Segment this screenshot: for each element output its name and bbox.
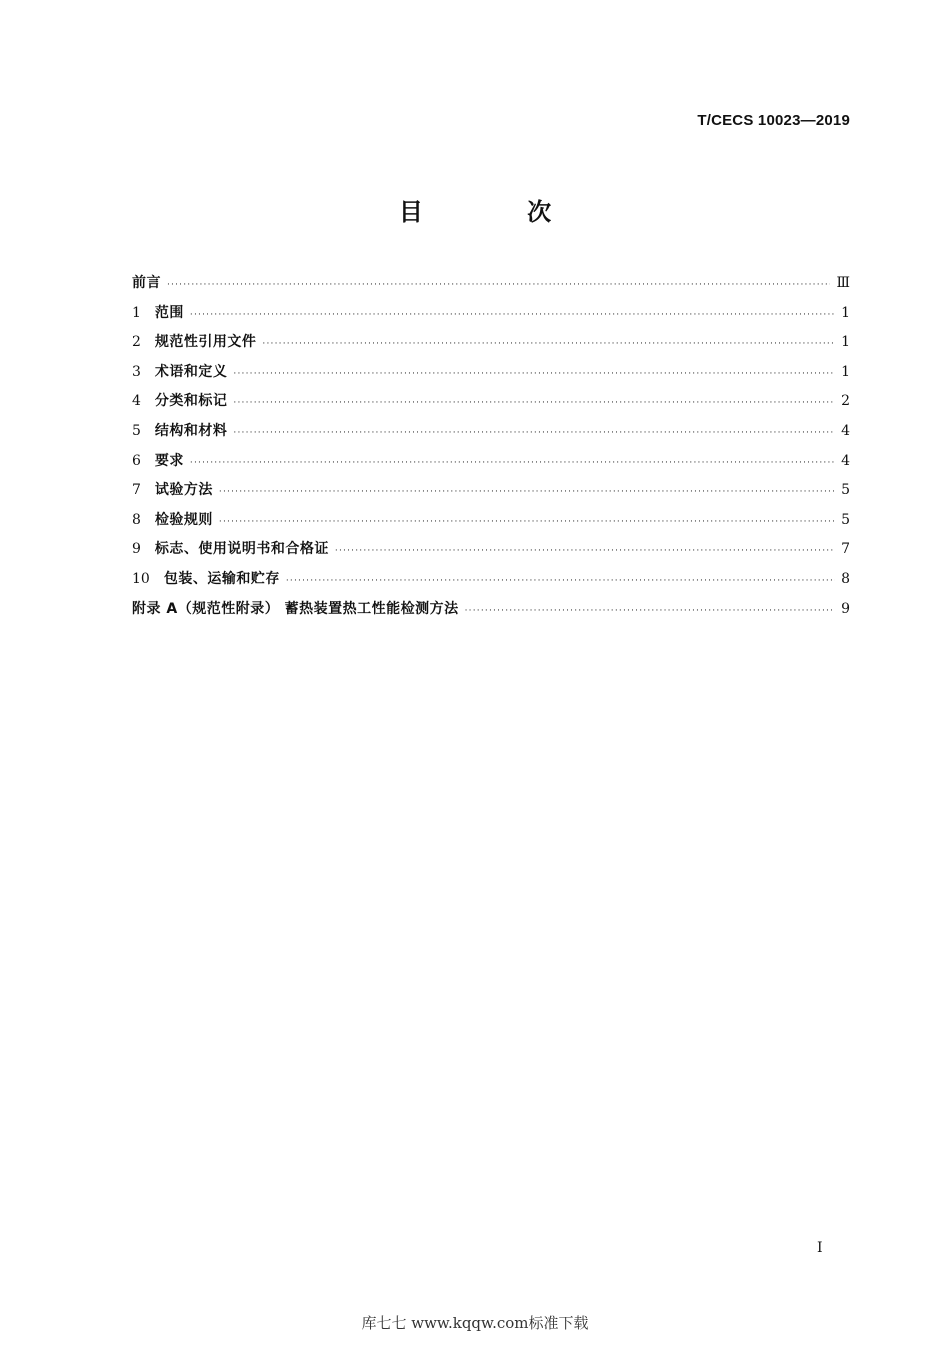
toc-entry-number: 5 <box>132 422 141 439</box>
toc-leader-dots <box>167 280 830 290</box>
toc-leader-dots <box>190 458 835 468</box>
toc-entry-title: 结构和材料 <box>154 422 228 439</box>
toc-entry-number: 3 <box>132 363 141 380</box>
footer-watermark: 库七七 www.kqqw.com标准下载 <box>361 1314 589 1332</box>
toc-entry-8[interactable] <box>132 509 850 539</box>
toc-leader-dots <box>233 428 835 438</box>
toc-entry-page: 5 <box>841 511 850 528</box>
toc-entry-number: 4 <box>132 393 141 410</box>
toc-entry-page: 1 <box>841 334 850 351</box>
toc-entry-page: 1 <box>841 304 850 321</box>
toc-entry-title: 检验规则 <box>154 511 213 528</box>
toc-leader-dots <box>219 487 835 497</box>
toc-entry-10[interactable] <box>132 568 850 598</box>
toc-entry-page: 4 <box>841 452 850 469</box>
toc-leader-dots <box>286 576 835 586</box>
page-number: I <box>817 1240 823 1256</box>
toc-entry-7[interactable] <box>132 479 850 509</box>
toc-entry-page: 4 <box>841 422 850 439</box>
toc-entry-title: 标志、使用说明书和合格证 <box>154 541 329 558</box>
toc-entry-title: 包装、运输和贮存 <box>163 570 280 587</box>
toc-entry-title: 术语和定义 <box>154 363 228 380</box>
toc-entry-number: 2 <box>132 334 141 351</box>
toc-entry-page: 8 <box>841 570 850 587</box>
toc-entry-page: 7 <box>841 541 850 558</box>
standard-code: T/CECS 10023—2019 <box>697 112 850 129</box>
toc-entry-page: Ⅲ <box>836 275 850 291</box>
toc-entry-2[interactable] <box>132 331 850 361</box>
toc-entry-page: 1 <box>841 363 850 380</box>
toc-entry-title: 附录 A（规范性附录） 蓄热装置热工性能检测方法 <box>132 600 459 617</box>
page-title: 目 次 <box>398 198 600 226</box>
toc-entry-3[interactable] <box>132 361 850 391</box>
toc-entry-number: 9 <box>132 541 141 558</box>
toc-entry-page: 9 <box>841 600 850 617</box>
toc-leader-dots <box>465 606 835 616</box>
toc-entry-title: 要求 <box>154 452 184 469</box>
toc-entry-6[interactable] <box>132 450 850 480</box>
toc-leader-dots <box>190 310 835 320</box>
toc-entry-number: 1 <box>132 304 141 321</box>
toc-entry-title: 试验方法 <box>154 482 213 499</box>
toc-entry-title: 前言 <box>132 275 161 291</box>
toc-entry-page: 2 <box>841 393 850 410</box>
toc-entry-number: 6 <box>132 452 141 469</box>
toc-entry-number: 10 <box>132 570 150 587</box>
toc-entry-page: 5 <box>841 482 850 499</box>
toc-entry-appendix-a[interactable] <box>132 598 850 628</box>
toc-leader-dots <box>262 339 835 349</box>
toc-leader-dots <box>219 517 835 527</box>
toc-entry-9[interactable] <box>132 538 850 568</box>
toc-entry-title: 规范性引用文件 <box>154 334 257 351</box>
toc-leader-dots <box>233 369 835 379</box>
table-of-contents <box>132 272 850 627</box>
toc-entry-4[interactable] <box>132 390 850 420</box>
toc-leader-dots <box>335 546 835 556</box>
toc-entry-number: 8 <box>132 511 141 528</box>
toc-entry-number: 7 <box>132 482 141 499</box>
toc-entry-foreword[interactable] <box>132 272 850 302</box>
toc-entry-title: 分类和标记 <box>154 393 228 410</box>
toc-leader-dots <box>233 398 835 408</box>
toc-entry-title: 范围 <box>154 304 184 321</box>
toc-entry-1[interactable] <box>132 302 850 332</box>
toc-entry-5[interactable] <box>132 420 850 450</box>
